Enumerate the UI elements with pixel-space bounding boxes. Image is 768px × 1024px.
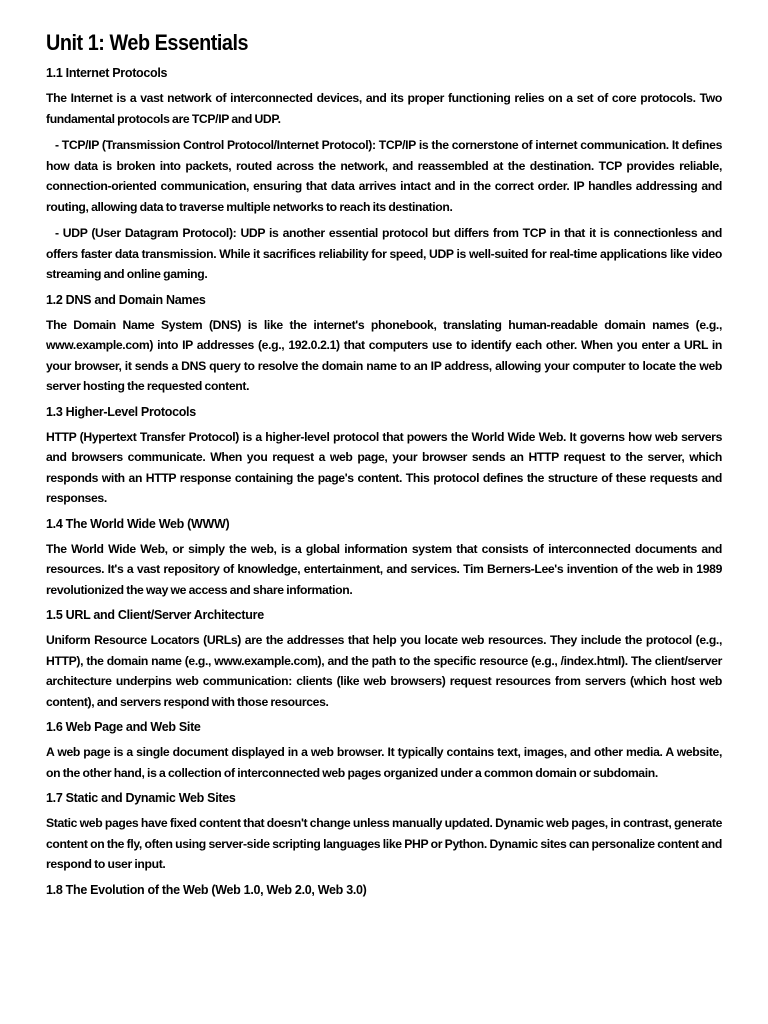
paragraph: Uniform Resource Locators (URLs) are the addresses that help you locate web resources. They include the protocol (e.g., HTTP), the domain name (e.g., www.example.com), and the path to the specific resource (e.g., /index.html). The client/server architecture underpins web communication: clients (like web browsers) request resources from servers (which host web content), and servers respond with those resources. — [46, 633, 722, 709]
section-web-page-and-site — [46, 718, 722, 783]
section-heading: 1.5 URL and Client/Server Architecture — [46, 608, 264, 622]
document-page — [46, 28, 722, 905]
section-heading: 1.3 Higher-Level Protocols — [46, 404, 196, 419]
section-higher-level-protocols — [46, 403, 722, 509]
paragraph-tcp-ip: - TCP/IP (Transmission Control Protocol/Internet Protocol): TCP/IP is the cornerstone of internet communication. It defines how data is broken into packets, routed across the network, and reassembled at the destination. TCP provides reliable, connection-oriented communication, ensuring that data arrives intact and in the correct order. IP handles addressing and routing, allowing data to traverse multiple networks to reach its destination. — [46, 138, 722, 214]
paragraph: The World Wide Web, or simply the web, is a global information system that consists of interconnected documents and resources. It's a vast repository of knowledge, entertainment, and services. Tim Berners-Lee's invention of the web in 1989 revolutionized the way we access and share information. — [46, 541, 722, 597]
section-heading: 1.1 Internet Protocols — [46, 66, 168, 80]
paragraph: HTTP (Hypertext Transfer Protocol) is a higher-level protocol that powers the World Wide Web. It governs how web servers and browsers communicate. When you request a web page, your browser sends an HTTP request to the server, which responds with an HTTP response containing the page's content. This protocol defines the structure of these requests and responses. — [46, 429, 722, 505]
section-url-client-server — [46, 606, 722, 712]
paragraph-udp: - UDP (User Datagram Protocol): UDP is another essential protocol but differs from TCP in that it is connectionless and offers faster data transmission. While it sacrifices reliability for speed, UDP is well-suited for real-time applications like video streaming and online gaming. — [46, 226, 722, 281]
paragraph: The Domain Name System (DNS) is like the internet's phonebook, translating human-readable domain names (e.g., www.example.com) into IP addresses (e.g., 192.0.2.1) that computers use to identify each other. When you enter a URL in your browser, it sends a DNS query to resolve the domain name to an IP address, allowing your computer to locate the web server hosting the requested content. — [46, 317, 722, 393]
page-title: Unit 1: Web Essentials — [46, 30, 249, 55]
section-heading: 1.8 The Evolution of the Web (Web 1.0, Web 2.0, Web 3.0) — [46, 882, 367, 897]
section-world-wide-web — [46, 515, 722, 601]
section-internet-protocols — [46, 64, 722, 285]
section-heading: 1.2 DNS and Domain Names — [46, 292, 206, 307]
section-heading: 1.6 Web Page and Web Site — [46, 720, 201, 734]
paragraph: Static web pages have fixed content that doesn't change unless manually updated. Dynamic web pages, in contrast, generate content on the fly, often using server-side scripting languages like PHP or Python. Dynamic sites can personalize content and respond to user input. — [46, 816, 722, 871]
section-dns — [46, 291, 722, 397]
section-static-dynamic — [46, 789, 722, 875]
paragraph: The Internet is a vast network of interconnected devices, and its proper functioning relies on a set of core protocols. Two fundamental protocols are TCP/IP and UDP. — [46, 91, 722, 126]
section-web-evolution — [46, 881, 722, 899]
section-heading: 1.7 Static and Dynamic Web Sites — [46, 791, 236, 805]
paragraph: A web page is a single document displayed in a web browser. It typically contains text, images, and other media. A website, on the other hand, is a collection of interconnected web pages organized under a common domain or subdomain. — [46, 745, 722, 780]
section-heading: 1.4 The World Wide Web (WWW) — [46, 516, 230, 531]
